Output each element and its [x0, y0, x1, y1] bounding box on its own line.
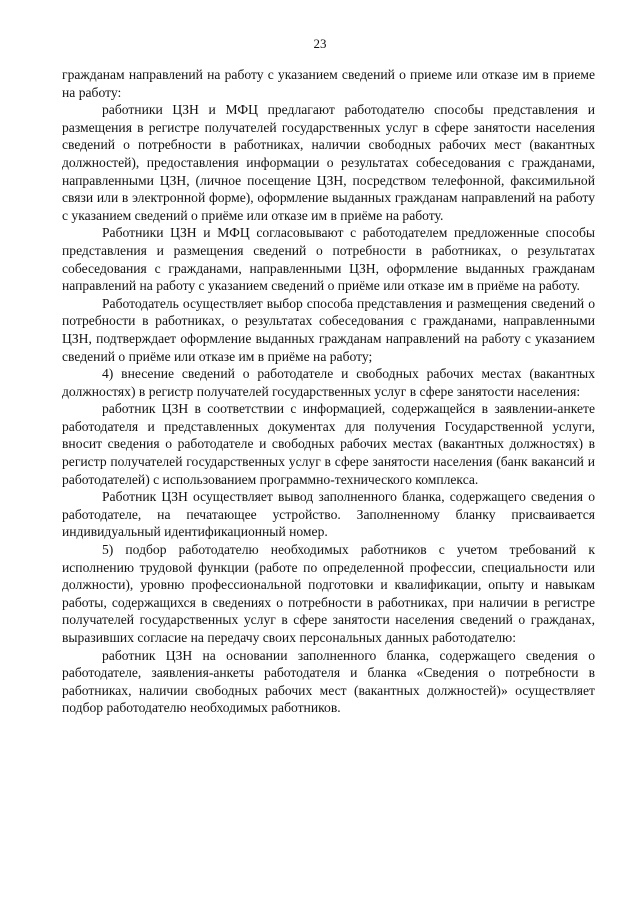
paragraph: Работник ЦЗН осуществляет вывод заполненного бланка, содержащего сведения о работодателе, на печатающее устройство. Заполненному бланку присваивается индивидуальный идентификационный номер.: [62, 489, 595, 540]
paragraph: работник ЦЗН в соответствии с информацией, содержащейся в заявлении-анкете работодателя и представленных документах для получения Государственной услуги, вносит сведения о работодателе и свободных рабочих местах (вакантных должностях) в регистр получателей государственных услуг в сфере занятости населения (банк вакансий и работодателей) с использованием программно-технического комплекса.: [62, 401, 595, 487]
page-number: 23: [313, 36, 327, 51]
paragraph: Работники ЦЗН и МФЦ согласовывают с работодателем предложенные способы представления и размещения сведений о потребности в работниках, о результатах собеседования с гражданами, направленными ЦЗН, оформление выданных гражданам направлений на работу с указанием сведений о приёме или отказе им в приёме на работу.: [62, 225, 595, 294]
list-item-4: 4) внесение сведений о работодателе и свободных рабочих местах (вакантных должностях) в регистр получателей государственных услуг в сфере занятости населения:: [62, 366, 595, 399]
list-item-5: 5) подбор работодателю необходимых работников с учетом требований к исполнению трудовой функции (работе по определенной профессии, специальности или должности), уровню профессиональной подготовки и квалификации, опыту и навыкам работы, содержащихся в сведениях о потребности в работниках, при наличии в регистре получателей государственных услуг в сфере занятости населения сведений о гражданах, выразивших согласие на передачу своих персональных данных работодателю:: [62, 542, 595, 645]
paragraph: работники ЦЗН и МФЦ предлагают работодателю способы представления и размещения в регистре получателей государственных услуг в сфере занятости населения сведений о потребности в работниках, наличии свободных рабочих мест (вакантных должностей), предоставления информации о результатах собеседования с гражданами, направленными ЦЗН, (личное посещение ЦЗН, посредством телефонной, факсимильной связи или в электронной форме), оформление выданных гражданам направлений на работу с указанием сведений о приёме или отказе им в приёме на работу.: [62, 102, 595, 223]
paragraph-continuation: гражданам направлений на работу с указанием сведений о приеме или отказе им в приеме на работу:: [62, 67, 595, 100]
paragraph: работник ЦЗН на основании заполненного бланка, содержащего сведения о работодателе, заявления-анкеты работодателя и бланка «Сведения о потребности в работниках, наличии свободных рабочих мест (вакантных должностей)» осуществляет подбор работодателю необходимых работников.: [62, 647, 595, 716]
document-body: [62, 66, 595, 717]
paragraph: Работодатель осуществляет выбор способа представления и размещения сведений о потребности в работниках, о результатах собеседования с гражданами, направленными ЦЗН, подтверждает оформление выданных гражданам направлений на работу с указанием сведений о приёме или отказе им в приёме на работу;: [62, 295, 595, 364]
